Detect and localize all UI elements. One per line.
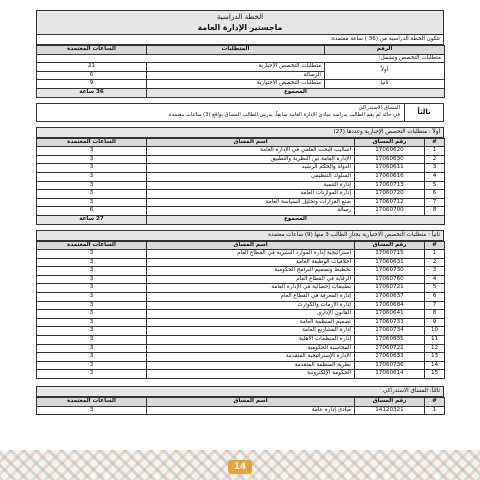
course-code: 17060736 (355, 361, 425, 370)
section1-total-value: 27 ساعة (37, 215, 147, 224)
course-code: 17060722 (355, 344, 425, 353)
summary-name: الرسالة (147, 71, 325, 80)
course-code: 17060631 (355, 258, 425, 267)
section3-table (36, 397, 445, 415)
course-name: تطبيقات إحصائية في الإدارة العامة (147, 284, 355, 293)
section3-header-name: اسم المساق (147, 398, 355, 407)
title-box (36, 10, 444, 35)
note-text: في حالة لم يقم الطالب بدراسة مبادئ الإدارة العامة سابقاً، يدرس الطالب المساق بواقع (3) ساعات معتمدة. (167, 112, 400, 119)
summary-total-row (37, 88, 445, 97)
course-name: إدارة التنمية (147, 181, 355, 190)
study-plan-page (36, 10, 444, 415)
row-number: 10 (425, 327, 445, 336)
table-row (37, 207, 445, 216)
note-label: ثالثاً (404, 104, 443, 121)
course-code: 17060713 (355, 181, 425, 190)
course-code: 17060721 (355, 284, 425, 293)
summary-num: أولاً (325, 63, 445, 80)
credit-hours: 3 (37, 275, 147, 284)
course-code: 17060712 (355, 198, 425, 207)
section2-header-row (37, 241, 445, 250)
credit-hours: 3 (37, 327, 147, 336)
table-row (37, 318, 445, 327)
credit-hours: 3 (37, 406, 147, 415)
row-number: 7 (425, 198, 445, 207)
table-row (37, 327, 445, 336)
title-line2: ماجستير الإدارة العامة (197, 23, 283, 32)
row-number: 11 (425, 336, 445, 345)
course-code: 17060635 (355, 336, 425, 345)
course-name: إدارة المشاريع العامة (147, 327, 355, 336)
row-number: 1 (425, 250, 445, 259)
course-name: القانون الإداري (147, 310, 355, 319)
table-row (37, 336, 445, 345)
table-row (37, 155, 445, 164)
credit-hours: 3 (37, 310, 147, 319)
credit-hours: 3 (37, 190, 147, 199)
intro-text: تتكون الخطة الدراسية من (36 ) ساعة معتمدة: (36, 35, 444, 45)
course-code: 17060633 (355, 353, 425, 362)
course-code: 17060611 (355, 164, 425, 173)
table-row (37, 361, 445, 370)
course-name: الإدارة الإستراتيجية المتقدمة (147, 353, 355, 362)
section2-header-code: رقم المساق (355, 241, 425, 250)
remedial-note (36, 103, 444, 122)
course-code: 17060614 (355, 370, 425, 379)
course-name: استراتيجية إدارة الموارد البشرية في القطاع العام (147, 250, 355, 259)
credit-hours: 3 (37, 172, 147, 181)
course-name: تخطيط وتصميم البرامج الحكومية (147, 267, 355, 276)
section2-table (36, 241, 445, 380)
credit-hours: 3 (37, 284, 147, 293)
table-row (37, 80, 445, 89)
section1-table (36, 138, 445, 225)
credit-hours: 3 (37, 181, 147, 190)
credit-hours: 6 (37, 207, 147, 216)
summary-header-req: المتطلبات (147, 46, 325, 55)
title-line1: الخطة الدراسية (216, 12, 264, 21)
course-code: 17060637 (355, 293, 425, 302)
row-number: 4 (425, 275, 445, 284)
course-name: نظرية المنظمة المتقدمة (147, 361, 355, 370)
summary-header-num: الرقم (325, 46, 445, 55)
section3-header-row (37, 398, 445, 407)
summary-include-text: متطلبات التخصص وتشمل: (37, 54, 445, 63)
section3-header-code: رقم المساق (355, 398, 425, 407)
credit-hours: 3 (37, 155, 147, 164)
credit-hours: 3 (37, 301, 147, 310)
row-number: 3 (425, 164, 445, 173)
page-number: 14 (228, 460, 252, 474)
course-name: رسالة (147, 207, 355, 216)
summary-name: متطلبات التخصص الاختيارية (147, 80, 325, 89)
course-name: إدارة المنظمات الأهلية (147, 336, 355, 345)
section2-header-name: اسم المساق (147, 241, 355, 250)
course-code: 17060730 (355, 267, 425, 276)
credit-hours: 3 (37, 258, 147, 267)
credit-hours: 3 (37, 318, 147, 327)
credit-hours: 3 (37, 267, 147, 276)
course-code: 17060715 (355, 250, 425, 259)
row-number: 6 (425, 293, 445, 302)
row-number: 5 (425, 181, 445, 190)
table-row (37, 370, 445, 379)
course-name: الدولة والحكم الرشيد (147, 164, 355, 173)
summary-include-row (37, 54, 445, 63)
course-code: 17060734 (355, 327, 425, 336)
course-name: الإدارة العامة بين النظرية والتطبيق (147, 155, 355, 164)
table-row (37, 301, 445, 310)
credit-hours: 3 (37, 361, 147, 370)
table-row (37, 181, 445, 190)
course-code: 17060620 (355, 147, 425, 156)
note-content (37, 104, 404, 121)
course-name: السلوك التنظيمي (147, 172, 355, 181)
course-code: 17060733 (355, 318, 425, 327)
row-number: 14 (425, 361, 445, 370)
course-code: 17060760 (355, 275, 425, 284)
row-number: 8 (425, 207, 445, 216)
course-name: صنع القرارات وتحليل السياسة العامة (147, 198, 355, 207)
row-number: 2 (425, 258, 445, 267)
course-name: إدارة الموازنات العامة (147, 190, 355, 199)
row-number: 5 (425, 284, 445, 293)
section1-total-row (37, 215, 445, 224)
course-code: 17060616 (355, 172, 425, 181)
row-number: 4 (425, 172, 445, 181)
table-row (37, 267, 445, 276)
credit-hours: 3 (37, 164, 147, 173)
table-row (37, 344, 445, 353)
section1-header-row (37, 138, 445, 147)
row-number: 1 (425, 147, 445, 156)
table-row (37, 147, 445, 156)
course-name: إدارة الأزمات والكوارث (147, 301, 355, 310)
section1-heading: أولاً : متطلبات التخصص الإجبارية وعددها (27) (36, 127, 444, 138)
section2-header-hours: الساعات المعتمدة (37, 241, 147, 250)
summary-hours: 6 (37, 71, 147, 80)
section1-header-n: # (425, 138, 445, 147)
row-number: 8 (425, 310, 445, 319)
table-row (37, 284, 445, 293)
credit-hours: 3 (37, 198, 147, 207)
section1-header-name: اسم المساق (147, 138, 355, 147)
section1-header-code: رقم المساق (355, 138, 425, 147)
row-number: 9 (425, 318, 445, 327)
note-title: المساق الاستدراكي (358, 104, 400, 111)
table-row (37, 63, 445, 72)
summary-name: متطلبات التخصص الإجبارية (147, 63, 325, 72)
summary-total-value: 36 ساعة (37, 88, 147, 97)
credit-hours: 3 (37, 353, 147, 362)
course-code: 17060700 (355, 207, 425, 216)
credit-hours: 3 (37, 250, 147, 259)
course-name: أساليب البحث العلمي في الإدارة العامة (147, 147, 355, 156)
section3-heading: ثالثاً: المساق الاستدراكي (36, 386, 444, 397)
credit-hours: 3 (37, 147, 147, 156)
credit-hours: 3 (37, 370, 147, 379)
credit-hours: 3 (37, 293, 147, 302)
table-row (37, 275, 445, 284)
table-row (37, 250, 445, 259)
table-row (37, 310, 445, 319)
section2-header-n: # (425, 241, 445, 250)
course-code: 17060641 (355, 310, 425, 319)
course-code: 17060720 (355, 190, 425, 199)
row-number: 7 (425, 301, 445, 310)
course-code: 17060630 (355, 155, 425, 164)
section2-heading: ثانياً : متطلبات التخصص الاختيارية يجتاز الطالب 3 منها (9) ساعات معتمدة (36, 230, 444, 241)
course-name: الرقابة في القطاع العام (147, 275, 355, 284)
course-code: 14120321 (355, 406, 425, 415)
summary-hours: 21 (37, 63, 147, 72)
summary-header-row (37, 46, 445, 55)
table-row (37, 293, 445, 302)
row-number: 15 (425, 370, 445, 379)
section1-total-label: المجموع (147, 215, 445, 224)
table-row (37, 190, 445, 199)
row-number: 6 (425, 190, 445, 199)
table-row (37, 164, 445, 173)
row-number: 1 (425, 406, 445, 415)
table-row (37, 353, 445, 362)
row-number: 3 (425, 267, 445, 276)
table-row (37, 172, 445, 181)
summary-total-label: المجموع (147, 88, 445, 97)
course-name: المحاسبة الحكومية (147, 344, 355, 353)
summary-hours: 9 (37, 80, 147, 89)
row-number: 12 (425, 344, 445, 353)
course-code: 17060684 (355, 301, 425, 310)
table-row (37, 406, 445, 415)
course-name: الحكومة الإلكترونية (147, 370, 355, 379)
course-name: تصميم المنظمة العامة (147, 318, 355, 327)
section3-header-n: # (425, 398, 445, 407)
summary-num: ثانياً (325, 80, 445, 89)
credit-hours: 3 (37, 336, 147, 345)
row-number: 13 (425, 353, 445, 362)
course-name: أخلاقيات الوظيفة العامة (147, 258, 355, 267)
row-number: 2 (425, 155, 445, 164)
course-name: إدارة المعرفة في القطاع العام (147, 293, 355, 302)
section1-header-hours: الساعات المعتمدة (37, 138, 147, 147)
section3-header-hours: الساعات المعتمدة (37, 398, 147, 407)
summary-header-hours: الساعات المعتمدة (37, 46, 147, 55)
table-row (37, 198, 445, 207)
credit-hours: 3 (37, 344, 147, 353)
summary-table (36, 45, 445, 98)
table-row (37, 258, 445, 267)
course-name: مبادئ إدارة عامة (147, 406, 355, 415)
